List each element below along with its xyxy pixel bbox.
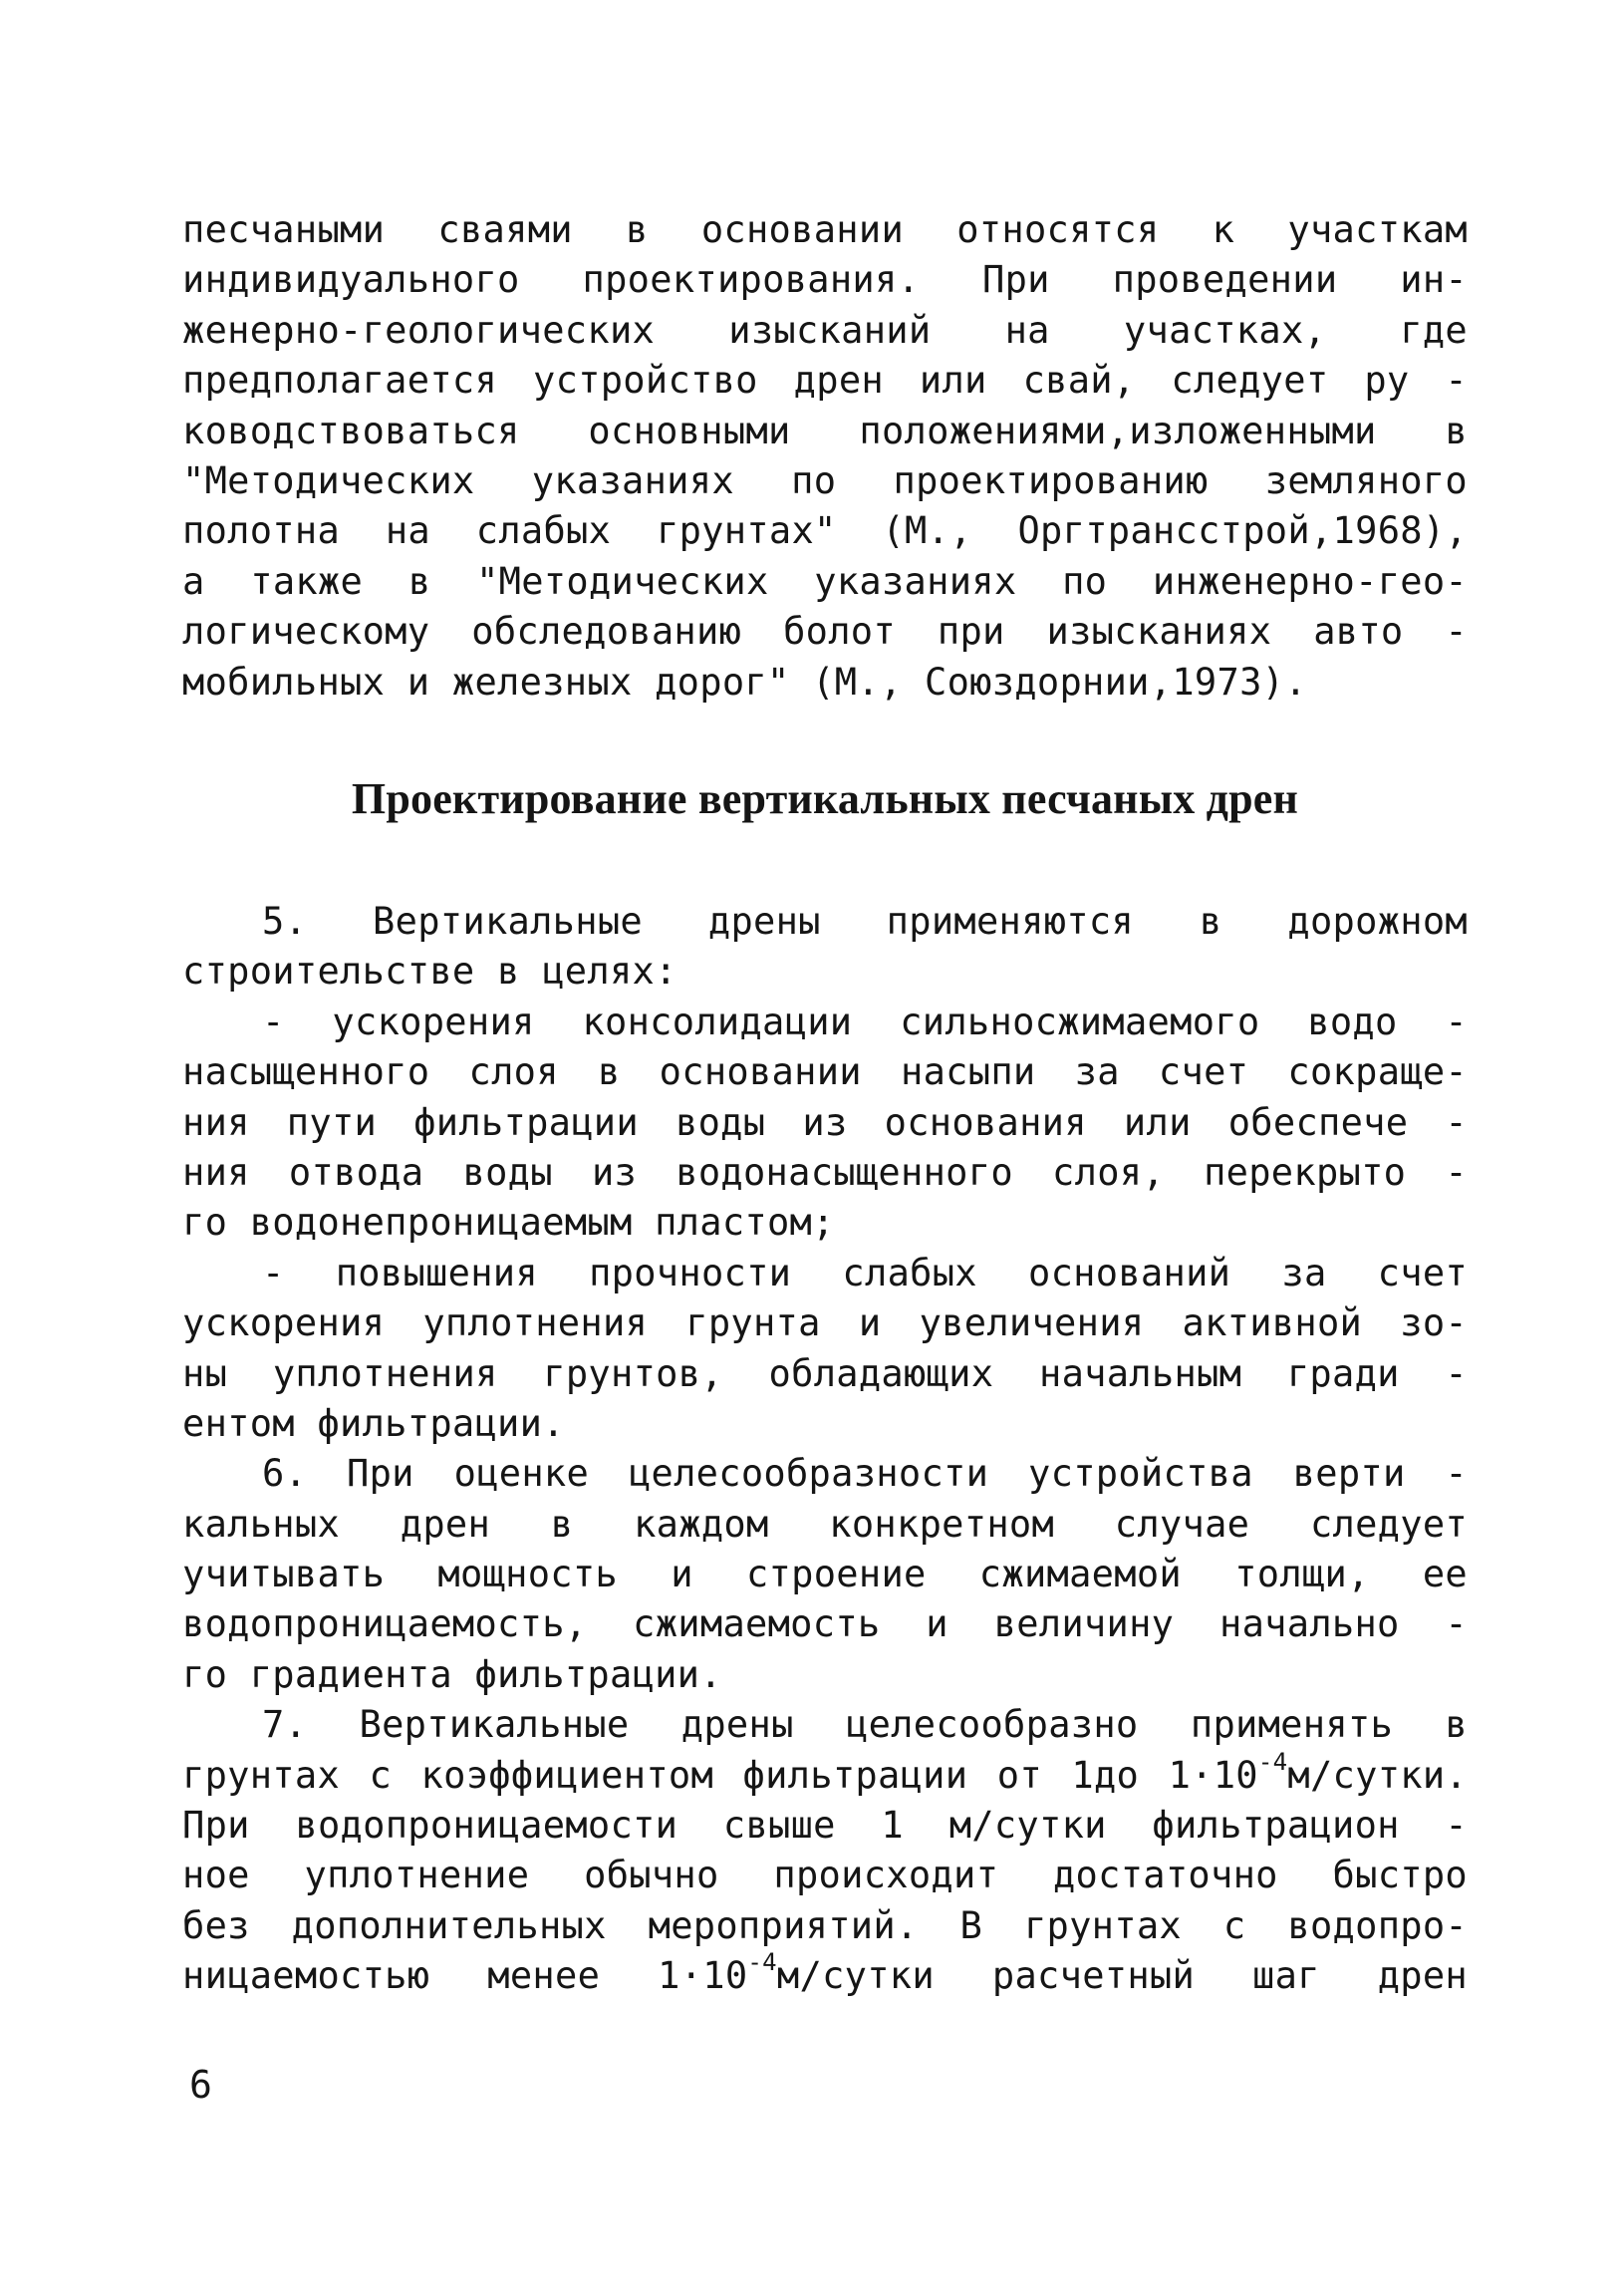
text-line: ководствоваться основными положениями,изложенными в <box>182 409 1468 452</box>
paragraph-6-line: 6. При оценке целесообразности устройства верти - <box>262 1452 1468 1496</box>
section-heading: Проектирование вертикальных песчаных дрен <box>351 774 1299 823</box>
paragraph-6-line: водопроницаемость, сжимаемость и величину начально - <box>182 1602 1468 1646</box>
section-body <box>182 897 1468 2002</box>
exponent: -4 <box>1257 1747 1288 1776</box>
paragraph-7-line <box>182 1747 1468 1801</box>
page-number: 6 <box>189 2063 212 2107</box>
p7-line2-text: грунтах с коэффициентом фильтрации от 1до 1·10 <box>182 1753 1258 1797</box>
paragraph-7-line: 7. Вертикальные дрены целесообразно применять в <box>262 1703 1468 1747</box>
text-line: а также в "Методических указаниях по инженерно-гео- <box>182 559 1468 603</box>
list-item-line: ны уплотнения грунтов, обладающих начальным гради - <box>182 1351 1468 1395</box>
paragraph-7-line: ное уплотнение обычно происходит достаточно быстро <box>182 1854 1468 1897</box>
exponent: -4 <box>747 1948 777 1977</box>
text-line: предполагается устройство дрен или свай, следует ру - <box>182 359 1468 403</box>
p7-last-rest: м/сутки расчетный шаг дрен <box>776 1954 1469 1998</box>
text-line: женерно-геологических изысканий на участках, где <box>182 308 1468 352</box>
paragraph-6-line: учитывать мощность и строение сжимаемой толщи, ее <box>182 1553 1468 1596</box>
list-item-line: насыщенного слоя в основании насыпи за счет сокраще- <box>182 1050 1468 1094</box>
list-item-line: ентом фильтрации. <box>182 1401 565 1445</box>
text-line: индивидуального проектирования. При проведении ин- <box>182 258 1468 302</box>
list-item-line: ния отвода воды из водонасыщенного слоя, перекрыто - <box>182 1150 1468 1194</box>
p7-last-text: ницаемостью менее 1·10 <box>182 1954 748 1998</box>
p7-line2-unit: м/сутки. <box>1287 1753 1468 1797</box>
text-line: мобильных и железных дорог" (М., Союздорнии,1973). <box>182 660 1307 704</box>
list-item-line: ускорения уплотнения грунта и увеличения активной зо- <box>182 1301 1468 1345</box>
paragraph-7-line: без дополнительных мероприятий. В грунтах с водопро- <box>182 1903 1468 1947</box>
list-item-line: го водонепроницаемым пластом; <box>182 1201 835 1245</box>
paragraph-7-line <box>182 1948 1469 2001</box>
paragraph-continuation <box>182 205 1468 708</box>
text-line: песчаными сваями в основании относятся к участкам <box>182 208 1468 251</box>
paragraph-6-line: кальных дрен в каждом конкретном случае следует <box>182 1502 1468 1546</box>
text-line: "Методических указаниях по проектированию земляного <box>182 458 1468 502</box>
text-line: полотна на слабых грунтах" (М., Оргтрансстрой,1968), <box>182 509 1468 553</box>
paragraph-7-line: При водопроницаемости свыше 1 м/сутки фильтрацион - <box>182 1804 1468 1848</box>
paragraph-5-line: строительстве в целях: <box>182 950 677 994</box>
paragraph-5-line: 5. Вертикальные дрены применяются в дорожном <box>262 900 1468 943</box>
paragraph-6-line: го градиента фильтрации. <box>182 1652 722 1696</box>
list-item-line: - повышения прочности слабых оснований за счет <box>262 1251 1468 1294</box>
text-line: логическому обследованию болот при изысканиях авто - <box>182 610 1468 654</box>
list-item-line: ния пути фильтрации воды из основания или обеспече - <box>182 1100 1468 1144</box>
list-item-line: - ускорения консолидации сильносжимаемого водо - <box>262 1000 1468 1043</box>
